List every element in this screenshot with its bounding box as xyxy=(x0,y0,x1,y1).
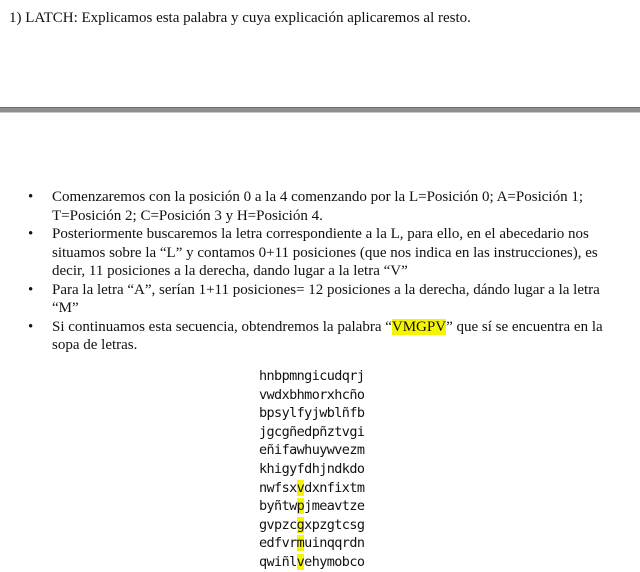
word-search-grid xyxy=(259,367,364,572)
word-search-row: vwdxbhmorxhcño xyxy=(259,386,365,403)
bullet-icon: • xyxy=(28,189,34,205)
word-search-row: hnbpmngicudqrj xyxy=(259,368,365,384)
bullet-icon: • xyxy=(28,226,34,242)
list-item-text: Para la letra “A”, serían 1+11 posiciones= 12 posiciones a la derecha, dándo lugar a la letra “M” xyxy=(52,281,600,316)
list-item-text: Posteriormente buscaremos la letra correspondiente a la L, para ello, en el abecedario nos situamos sobre la “L” y contamos 0+11 posiciones (que nos indica en las instrucciones), es decir, 11 posiciones a la derecha, dando lugar a la letra “V” xyxy=(52,226,598,279)
list-item-text-before: Si continuamos esta secuencia, obtendremos la palabra “ xyxy=(52,318,392,335)
highlighted-letter: g xyxy=(296,516,305,533)
word-search-row: jgcgñedpñztvgi xyxy=(259,423,365,440)
list-item xyxy=(28,318,630,355)
word-search-row: gvpzcgxpzgtcsg xyxy=(259,516,365,533)
highlighted-letter: p xyxy=(296,498,305,515)
exercise-heading: 1) LATCH: Explicamos esta palabra y cuya explicación aplicaremos al resto. xyxy=(9,10,471,26)
list-item-text-after: ” que sí se encuentra en la sopa de letras. xyxy=(52,318,603,353)
list-item xyxy=(28,281,630,318)
highlighted-word: VMGPV xyxy=(391,318,447,335)
list-item xyxy=(28,225,630,281)
word-search-row: eñifawhuywvezm xyxy=(259,442,365,459)
highlighted-letter: v xyxy=(296,553,305,570)
explanation-list xyxy=(28,188,630,355)
word-search-row: khigyfdhjndkdo xyxy=(259,460,365,477)
word-search-row: edfvrmuinqqrdn xyxy=(259,535,365,552)
highlighted-letter: m xyxy=(296,535,305,552)
word-search-row: qwiñlvehymobco xyxy=(259,553,365,570)
word-search-row: bpsylfyjwblñfb xyxy=(259,405,365,422)
word-search-row: nwfsxvdxnfixtm xyxy=(259,479,365,496)
word-search-row: byñtwpjmeavtze xyxy=(259,498,365,515)
list-item-text: Comenzaremos con la posición 0 a la 4 comenzando por la L=Posición 0; A=Posición 1; T=Posición 2; C=Posición 3 y H=Posición 4. xyxy=(52,189,583,224)
highlighted-letter: v xyxy=(296,479,305,496)
bullet-icon: • xyxy=(28,318,34,335)
bullet-icon: • xyxy=(28,281,34,298)
horizontal-divider xyxy=(0,107,640,113)
list-item xyxy=(28,188,630,225)
